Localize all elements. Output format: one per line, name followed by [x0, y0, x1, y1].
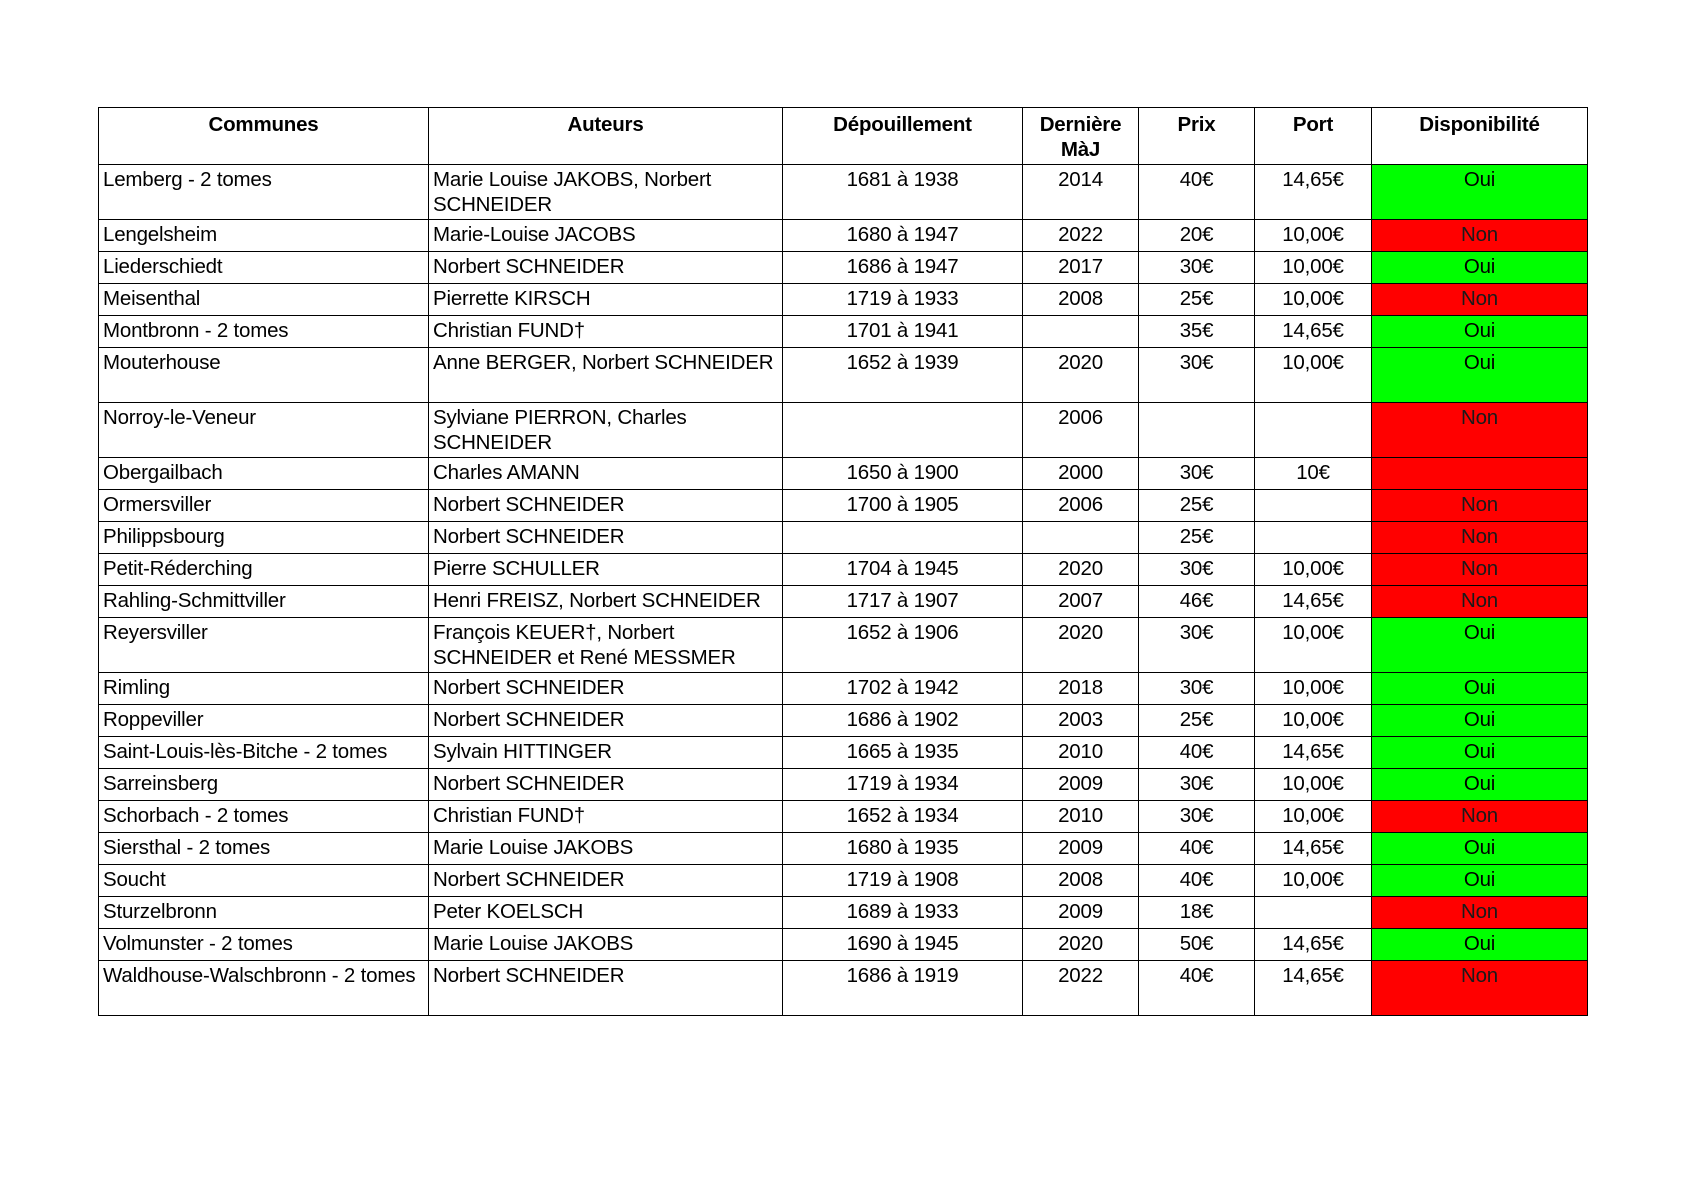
cell-port: 10,00€ [1255, 348, 1372, 403]
table-row [99, 897, 1588, 929]
cell-derniere-maj: 2009 [1023, 769, 1139, 801]
cell-auteurs: Norbert SCHNEIDER [429, 673, 783, 705]
cell-port: 14,65€ [1255, 165, 1372, 220]
cell-derniere-maj: 2010 [1023, 737, 1139, 769]
table-row [99, 737, 1588, 769]
cell-disponibilite: Non [1372, 522, 1588, 554]
table-row [99, 252, 1588, 284]
cell-derniere-maj: 2022 [1023, 220, 1139, 252]
cell-depouillement: 1686 à 1902 [783, 705, 1023, 737]
cell-commune: Waldhouse-Walschbronn - 2 tomes [99, 961, 429, 1016]
cell-depouillement: 1690 à 1945 [783, 929, 1023, 961]
cell-disponibilite: Non [1372, 490, 1588, 522]
cell-commune: Liederschiedt [99, 252, 429, 284]
cell-disponibilite: Oui [1372, 618, 1588, 673]
table-row [99, 284, 1588, 316]
header-prix: Prix [1139, 108, 1255, 165]
cell-prix: 30€ [1139, 348, 1255, 403]
cell-depouillement: 1652 à 1934 [783, 801, 1023, 833]
header-port: Port [1255, 108, 1372, 165]
header-depouillement: Dépouillement [783, 108, 1023, 165]
cell-prix [1139, 403, 1255, 458]
cell-prix: 30€ [1139, 673, 1255, 705]
cell-commune: Montbronn - 2 tomes [99, 316, 429, 348]
cell-disponibilite: Non [1372, 586, 1588, 618]
cell-commune: Sarreinsberg [99, 769, 429, 801]
cell-derniere-maj: 2010 [1023, 801, 1139, 833]
cell-auteurs: Norbert SCHNEIDER [429, 490, 783, 522]
cell-port: 10,00€ [1255, 554, 1372, 586]
cell-commune: Meisenthal [99, 284, 429, 316]
table-row [99, 618, 1588, 673]
table-row [99, 961, 1588, 1016]
cell-disponibilite: Oui [1372, 769, 1588, 801]
cell-commune: Saint-Louis-lès-Bitche - 2 tomes [99, 737, 429, 769]
cell-disponibilite: Oui [1372, 929, 1588, 961]
cell-disponibilite: Oui [1372, 252, 1588, 284]
cell-port: 14,65€ [1255, 929, 1372, 961]
cell-auteurs: Sylviane PIERRON, Charles SCHNEIDER [429, 403, 783, 458]
cell-disponibilite: Non [1372, 801, 1588, 833]
cell-commune: Mouterhouse [99, 348, 429, 403]
table-row [99, 865, 1588, 897]
cell-prix: 25€ [1139, 522, 1255, 554]
cell-auteurs: Norbert SCHNEIDER [429, 961, 783, 1016]
table-row [99, 165, 1588, 220]
cell-disponibilite [1372, 458, 1588, 490]
table-row [99, 769, 1588, 801]
cell-commune: Schorbach - 2 tomes [99, 801, 429, 833]
cell-commune: Rimling [99, 673, 429, 705]
cell-depouillement: 1652 à 1906 [783, 618, 1023, 673]
cell-auteurs: Marie Louise JAKOBS [429, 929, 783, 961]
cell-disponibilite: Oui [1372, 316, 1588, 348]
table-row [99, 490, 1588, 522]
cell-disponibilite: Oui [1372, 833, 1588, 865]
cell-commune: Siersthal - 2 tomes [99, 833, 429, 865]
header-disponibilite: Disponibilité [1372, 108, 1588, 165]
cell-auteurs: Christian FUND† [429, 801, 783, 833]
cell-commune: Roppeviller [99, 705, 429, 737]
cell-depouillement: 1686 à 1947 [783, 252, 1023, 284]
cell-port [1255, 490, 1372, 522]
table-row [99, 673, 1588, 705]
cell-depouillement [783, 403, 1023, 458]
cell-port: 10,00€ [1255, 220, 1372, 252]
cell-derniere-maj: 2009 [1023, 897, 1139, 929]
cell-prix: 30€ [1139, 769, 1255, 801]
cell-commune: Volmunster - 2 tomes [99, 929, 429, 961]
cell-commune: Lemberg - 2 tomes [99, 165, 429, 220]
header-auteurs: Auteurs [429, 108, 783, 165]
cell-port: 10,00€ [1255, 769, 1372, 801]
cell-port [1255, 522, 1372, 554]
cell-prix: 25€ [1139, 490, 1255, 522]
cell-port [1255, 403, 1372, 458]
cell-disponibilite: Oui [1372, 705, 1588, 737]
cell-prix: 50€ [1139, 929, 1255, 961]
cell-derniere-maj: 2022 [1023, 961, 1139, 1016]
cell-depouillement: 1689 à 1933 [783, 897, 1023, 929]
cell-auteurs: Norbert SCHNEIDER [429, 865, 783, 897]
cell-port: 14,65€ [1255, 961, 1372, 1016]
cell-auteurs: Norbert SCHNEIDER [429, 705, 783, 737]
table-row [99, 348, 1588, 403]
cell-commune: Obergailbach [99, 458, 429, 490]
cell-prix: 30€ [1139, 618, 1255, 673]
cell-depouillement: 1704 à 1945 [783, 554, 1023, 586]
table-row [99, 554, 1588, 586]
cell-prix: 25€ [1139, 705, 1255, 737]
cell-auteurs: Sylvain HITTINGER [429, 737, 783, 769]
cell-commune: Norroy-le-Veneur [99, 403, 429, 458]
cell-depouillement: 1652 à 1939 [783, 348, 1023, 403]
cell-auteurs: Norbert SCHNEIDER [429, 769, 783, 801]
cell-commune: Soucht [99, 865, 429, 897]
cell-disponibilite: Oui [1372, 165, 1588, 220]
cell-derniere-maj: 2009 [1023, 833, 1139, 865]
cell-depouillement: 1665 à 1935 [783, 737, 1023, 769]
cell-derniere-maj: 2020 [1023, 618, 1139, 673]
cell-auteurs: Norbert SCHNEIDER [429, 522, 783, 554]
header-communes: Communes [99, 108, 429, 165]
cell-disponibilite: Oui [1372, 673, 1588, 705]
cell-derniere-maj: 2020 [1023, 929, 1139, 961]
cell-port: 10,00€ [1255, 673, 1372, 705]
cell-derniere-maj: 2006 [1023, 403, 1139, 458]
cell-derniere-maj: 2008 [1023, 865, 1139, 897]
cell-port: 14,65€ [1255, 316, 1372, 348]
cell-auteurs: Henri FREISZ, Norbert SCHNEIDER [429, 586, 783, 618]
cell-depouillement: 1702 à 1942 [783, 673, 1023, 705]
cell-port: 10,00€ [1255, 618, 1372, 673]
cell-prix: 40€ [1139, 165, 1255, 220]
table-row [99, 316, 1588, 348]
cell-auteurs: Pierre SCHULLER [429, 554, 783, 586]
cell-port: 14,65€ [1255, 833, 1372, 865]
cell-auteurs: Anne BERGER, Norbert SCHNEIDER [429, 348, 783, 403]
table-row [99, 929, 1588, 961]
cell-disponibilite: Oui [1372, 348, 1588, 403]
cell-derniere-maj [1023, 316, 1139, 348]
cell-disponibilite: Non [1372, 897, 1588, 929]
cell-port: 10,00€ [1255, 705, 1372, 737]
table-row [99, 220, 1588, 252]
cell-derniere-maj: 2014 [1023, 165, 1139, 220]
header-derniere-maj: Dernière MàJ [1023, 108, 1139, 165]
table-row [99, 458, 1588, 490]
cell-port: 10,00€ [1255, 252, 1372, 284]
cell-port: 10,00€ [1255, 284, 1372, 316]
cell-depouillement: 1680 à 1935 [783, 833, 1023, 865]
cell-depouillement: 1700 à 1905 [783, 490, 1023, 522]
cell-port: 10,00€ [1255, 801, 1372, 833]
table-row [99, 522, 1588, 554]
cell-auteurs: Marie Louise JAKOBS [429, 833, 783, 865]
cell-depouillement: 1719 à 1933 [783, 284, 1023, 316]
cell-derniere-maj: 2006 [1023, 490, 1139, 522]
cell-commune: Petit-Réderching [99, 554, 429, 586]
cell-prix: 30€ [1139, 554, 1255, 586]
cell-derniere-maj: 2017 [1023, 252, 1139, 284]
cell-depouillement: 1650 à 1900 [783, 458, 1023, 490]
cell-prix: 46€ [1139, 586, 1255, 618]
cell-prix: 20€ [1139, 220, 1255, 252]
cell-prix: 40€ [1139, 961, 1255, 1016]
cell-auteurs: Marie-Louise JACOBS [429, 220, 783, 252]
cell-auteurs: Christian FUND† [429, 316, 783, 348]
cell-commune: Sturzelbronn [99, 897, 429, 929]
cell-derniere-maj: 2000 [1023, 458, 1139, 490]
cell-commune: Rahling-Schmittviller [99, 586, 429, 618]
cell-disponibilite: Oui [1372, 865, 1588, 897]
cell-commune: Philippsbourg [99, 522, 429, 554]
cell-disponibilite: Non [1372, 961, 1588, 1016]
table-row [99, 705, 1588, 737]
cell-port: 14,65€ [1255, 737, 1372, 769]
cell-prix: 25€ [1139, 284, 1255, 316]
cell-prix: 40€ [1139, 737, 1255, 769]
cell-commune: Lengelsheim [99, 220, 429, 252]
cell-disponibilite: Non [1372, 403, 1588, 458]
cell-derniere-maj: 2003 [1023, 705, 1139, 737]
cell-prix: 30€ [1139, 252, 1255, 284]
cell-prix: 35€ [1139, 316, 1255, 348]
cell-depouillement: 1719 à 1908 [783, 865, 1023, 897]
cell-depouillement: 1717 à 1907 [783, 586, 1023, 618]
cell-auteurs: François KEUER†, Norbert SCHNEIDER et René MESSMER [429, 618, 783, 673]
cell-derniere-maj [1023, 522, 1139, 554]
cell-auteurs: Charles AMANN [429, 458, 783, 490]
cell-port: 10€ [1255, 458, 1372, 490]
cell-disponibilite: Oui [1372, 737, 1588, 769]
header-row [99, 108, 1588, 165]
cell-auteurs: Pierrette KIRSCH [429, 284, 783, 316]
cell-depouillement: 1681 à 1938 [783, 165, 1023, 220]
cell-auteurs: Marie Louise JAKOBS, Norbert SCHNEIDER [429, 165, 783, 220]
cell-port: 10,00€ [1255, 865, 1372, 897]
table-row [99, 586, 1588, 618]
table-row [99, 833, 1588, 865]
cell-derniere-maj: 2018 [1023, 673, 1139, 705]
cell-derniere-maj: 2007 [1023, 586, 1139, 618]
cell-derniere-maj: 2020 [1023, 348, 1139, 403]
cell-commune: Ormersviller [99, 490, 429, 522]
cell-commune: Reyersviller [99, 618, 429, 673]
cell-prix: 40€ [1139, 865, 1255, 897]
cell-depouillement [783, 522, 1023, 554]
cell-depouillement: 1701 à 1941 [783, 316, 1023, 348]
cell-disponibilite: Non [1372, 554, 1588, 586]
cell-port [1255, 897, 1372, 929]
table-row [99, 403, 1588, 458]
cell-disponibilite: Non [1372, 220, 1588, 252]
table-row [99, 801, 1588, 833]
cell-depouillement: 1680 à 1947 [783, 220, 1023, 252]
cell-prix: 30€ [1139, 801, 1255, 833]
cell-disponibilite: Non [1372, 284, 1588, 316]
cell-auteurs: Peter KOELSCH [429, 897, 783, 929]
cell-depouillement: 1686 à 1919 [783, 961, 1023, 1016]
cell-port: 14,65€ [1255, 586, 1372, 618]
cell-depouillement: 1719 à 1934 [783, 769, 1023, 801]
cell-derniere-maj: 2008 [1023, 284, 1139, 316]
cell-auteurs: Norbert SCHNEIDER [429, 252, 783, 284]
cell-prix: 30€ [1139, 458, 1255, 490]
communes-table [98, 107, 1588, 1016]
cell-derniere-maj: 2020 [1023, 554, 1139, 586]
cell-prix: 18€ [1139, 897, 1255, 929]
cell-prix: 40€ [1139, 833, 1255, 865]
